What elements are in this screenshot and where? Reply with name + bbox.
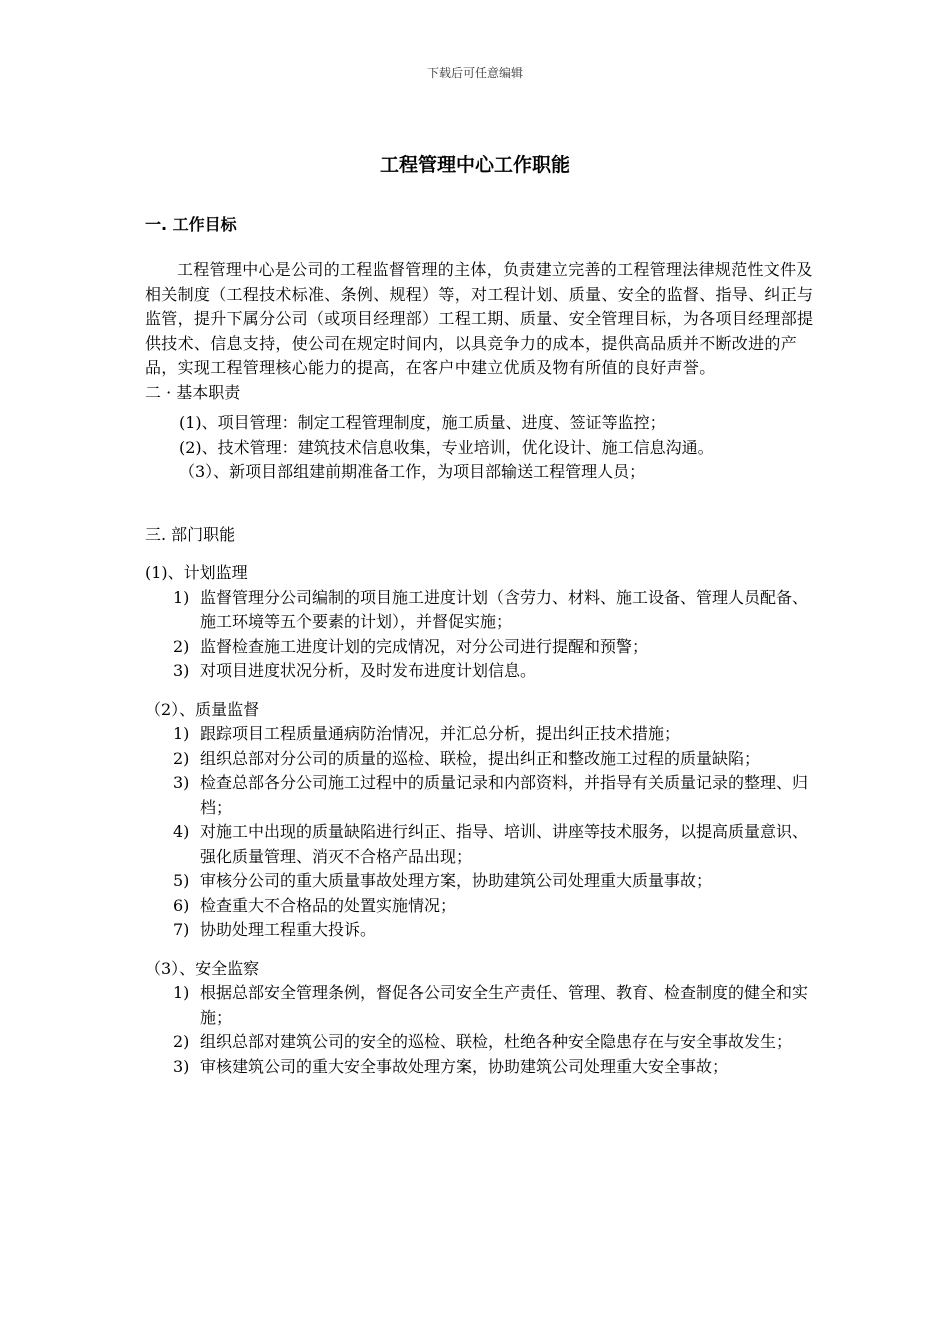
page-header: 下载后可任意编辑 bbox=[426, 66, 523, 80]
group-2-title: （2）、质量监督 bbox=[145, 699, 260, 719]
list-number: 3) bbox=[173, 661, 190, 680]
duty-item-2: (2)、技术管理：建筑技术信息收集，专业培训，优化设计、施工信息沟通。 bbox=[179, 437, 714, 457]
document-title: 工程管理中心工作职能 bbox=[379, 154, 570, 176]
list-text: 根据总部安全管理条例，督促各公司安全生产责任、管理、教育、检查制度的健全和实施； bbox=[200, 983, 809, 1027]
list-text: 监督检查施工进度计划的完成情况，对分公司进行提醒和预警； bbox=[200, 636, 649, 656]
section3-heading: 三. 部门职能 bbox=[145, 524, 236, 544]
list-number: 6) bbox=[173, 895, 190, 915]
duty-item-3: （3）、新项目部组建前期准备工作，为项目部输送工程管理人员； bbox=[179, 462, 646, 481]
list-item bbox=[173, 771, 817, 820]
list-item bbox=[173, 747, 817, 772]
list-number: 3) bbox=[173, 1056, 190, 1076]
list-number: 3) bbox=[173, 773, 190, 792]
list-item bbox=[173, 981, 817, 1030]
list-text: 对项目进度状况分析，及时发布进度计划信息。 bbox=[200, 661, 537, 680]
list-item bbox=[173, 1030, 817, 1055]
list-item bbox=[173, 820, 817, 869]
list-number: 7) bbox=[173, 920, 190, 939]
group-3-list bbox=[145, 981, 817, 1079]
list-text: 对施工中出现的质量缺陷进行纠正、指导、培训、讲座等技术服务，以提高质量意识、强化质量管理、消灭不合格产品出现； bbox=[200, 822, 809, 866]
list-number: 5) bbox=[173, 871, 190, 890]
list-text: 检查重大不合格品的处置实施情况； bbox=[200, 895, 457, 915]
duty-item-1: (1)、项目管理：制定工程管理制度，施工质量、进度、签证等监控； bbox=[179, 413, 666, 432]
section1-paragraph: 工程管理中心是公司的工程监督管理的主体，负责建立完善的工程管理法律规范性文件及相关制度（工程技术标准、条例、规程）等，对工程计划、质量、安全的监督、指导、纠正与监管，提升下属分公司（或项目经理部）工程工期、质量、安全管理目标，为各项目经理部提供技术、信息支持，使公司在规定时间内，以具竞争力的成本，提供高品质并不断改进的产品，实现工程管理核心能力的提高，在客户中建立优质及物有所值的良好声誉。 bbox=[145, 260, 814, 377]
list-text: 跟踪项目工程质量通病防治情况，并汇总分析，提出纠正技术措施； bbox=[200, 724, 681, 743]
list-text: 组织总部对分公司的质量的巡检、联检，提出纠正和整改施工过程的质量缺陷； bbox=[200, 748, 761, 768]
list-text: 组织总部对建筑公司的安全的巡检、联检，杜绝各种安全隐患存在与安全事故发生； bbox=[200, 1032, 793, 1051]
list-text: 监督管理分公司编制的项目施工进度计划（含劳力、材料、施工设备、管理人员配备、施工环境等五个要素的计划），并督促实施； bbox=[200, 587, 809, 631]
list-text: 协助处理工程重大投诉。 bbox=[200, 920, 377, 939]
list-number: 1) bbox=[173, 983, 190, 1002]
list-item bbox=[173, 869, 817, 894]
document-body bbox=[145, 212, 817, 1079]
list-item bbox=[173, 659, 817, 684]
list-item bbox=[173, 1055, 817, 1080]
list-number: 2) bbox=[173, 636, 190, 656]
list-item bbox=[173, 635, 817, 660]
section1-heading: 一. 工作目标 bbox=[145, 215, 237, 234]
section2-heading: 二 · 基本职责 bbox=[145, 382, 241, 402]
list-item bbox=[173, 918, 817, 943]
group-1-title: (1)、计划监理 bbox=[145, 563, 248, 582]
group-1-list bbox=[145, 586, 817, 684]
list-item bbox=[173, 894, 817, 919]
group-3-title: （3）、安全监察 bbox=[145, 958, 260, 978]
group-2-list bbox=[145, 722, 817, 943]
list-item bbox=[173, 722, 817, 747]
list-number: 2) bbox=[173, 1032, 190, 1051]
list-number: 1) bbox=[173, 724, 190, 743]
list-number: 4) bbox=[173, 822, 190, 841]
list-number: 2) bbox=[173, 748, 190, 768]
list-item bbox=[173, 586, 817, 635]
list-text: 检查总部各分公司施工过程中的质量记录和内部资料，并指导有关质量记录的整理、归档； bbox=[200, 773, 809, 817]
list-text: 审核建筑公司的重大安全事故处理方案，协助建筑公司处理重大安全事故； bbox=[200, 1056, 729, 1076]
list-number: 1) bbox=[173, 587, 190, 607]
list-text: 审核分公司的重大质量事故处理方案，协助建筑公司处理重大质量事故； bbox=[200, 871, 713, 890]
